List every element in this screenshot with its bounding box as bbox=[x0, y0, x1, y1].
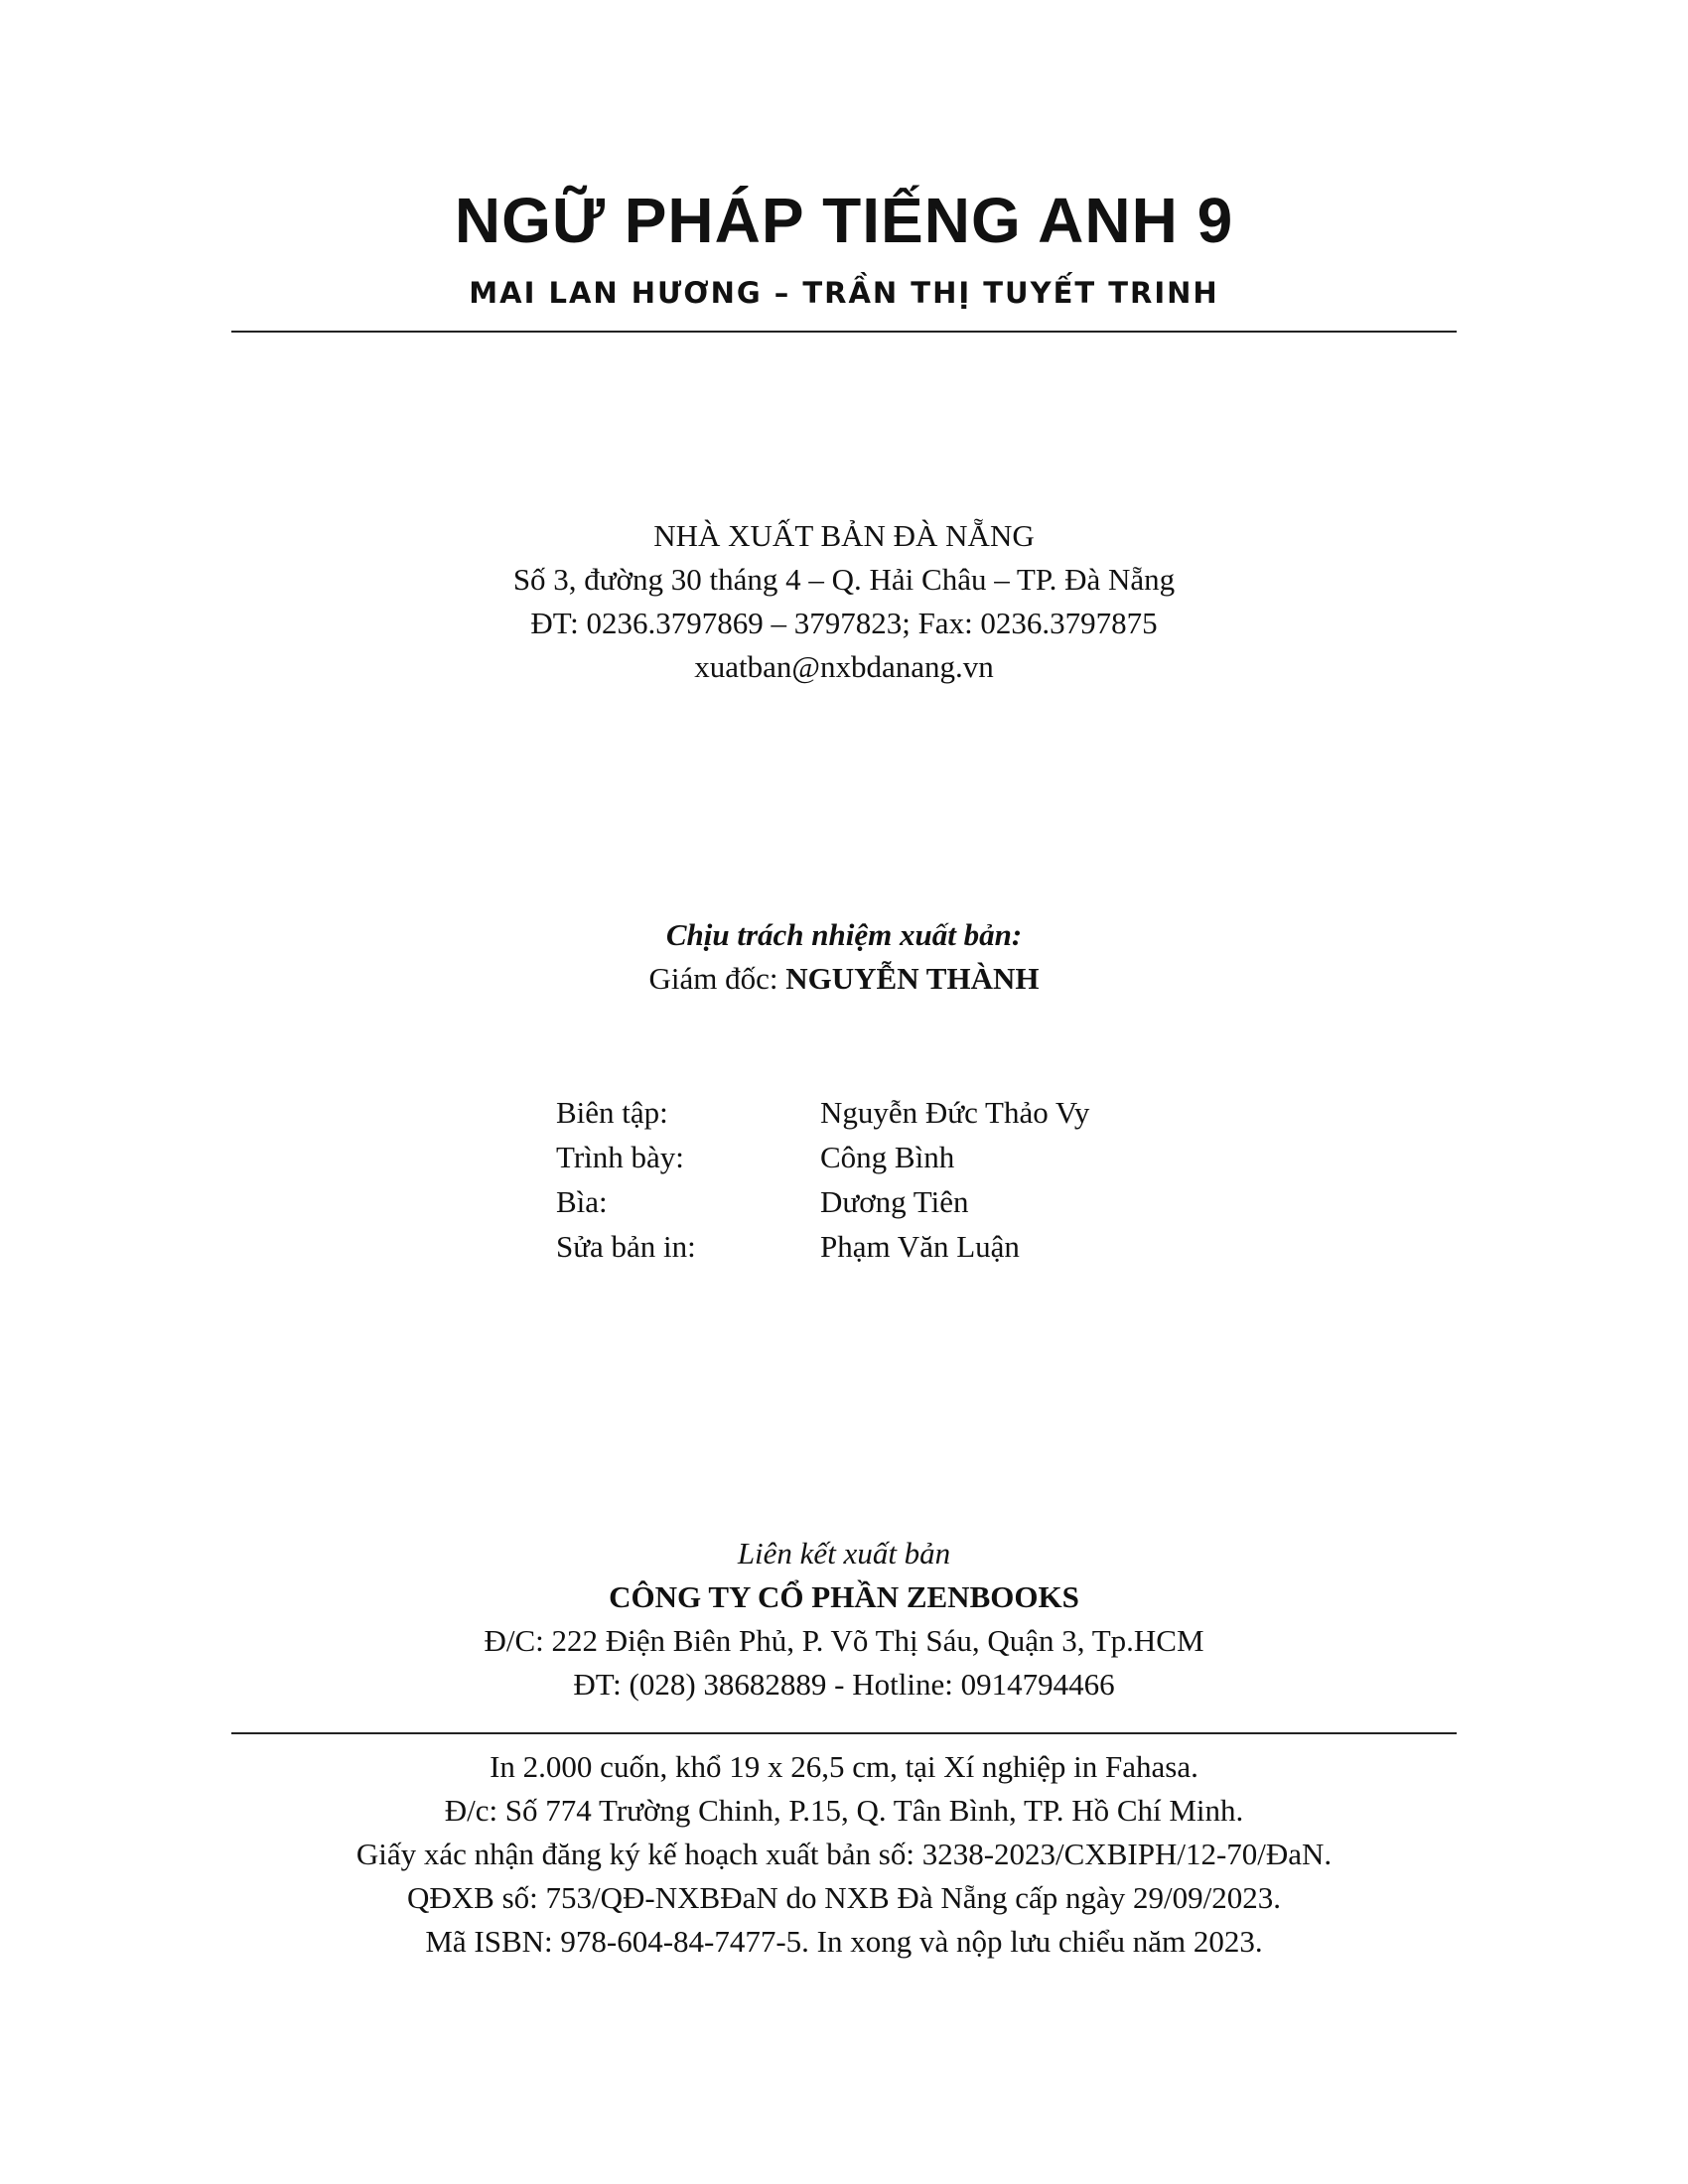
printing-line: In 2.000 cuốn, khổ 19 x 26,5 cm, tại Xí nghiệp in Fahasa. bbox=[490, 1749, 1198, 1784]
credit-role: Bìa: bbox=[556, 1184, 608, 1219]
credit-name: Công Bình bbox=[820, 1140, 955, 1174]
credits-list bbox=[556, 1090, 1251, 1269]
credit-name: Phạm Văn Luận bbox=[820, 1229, 1020, 1264]
director-label: Giám đốc: bbox=[648, 961, 786, 996]
credit-role: Biên tập: bbox=[556, 1095, 668, 1130]
partner-address: Đ/C: 222 Điện Biên Phủ, P. Võ Thị Sáu, Quận 3, Tp.HCM bbox=[484, 1623, 1204, 1658]
director-line bbox=[0, 957, 1688, 1001]
credit-row-editor bbox=[556, 1090, 1251, 1135]
responsibility-block bbox=[0, 913, 1688, 1001]
printing-line: Mã ISBN: 978-604-84-7477-5. In xong và nộp lưu chiểu năm 2023. bbox=[425, 1924, 1263, 1959]
top-divider bbox=[231, 331, 1457, 333]
responsibility-heading: Chịu trách nhiệm xuất bản: bbox=[665, 917, 1023, 952]
credit-name: Dương Tiên bbox=[820, 1184, 969, 1219]
publisher-address: Số 3, đường 30 tháng 4 – Q. Hải Châu – TP. Đà Nẵng bbox=[512, 562, 1176, 597]
book-authors: MAI LAN HƯƠNG – TRẦN THỊ TUYẾT TRINH bbox=[469, 276, 1219, 310]
publisher-info bbox=[0, 514, 1688, 689]
partner-phone: ĐT: (028) 38682889 - Hotline: 0914794466 bbox=[573, 1667, 1115, 1702]
publisher-name: NHÀ XUẤT BẢN ĐÀ NẴNG bbox=[653, 518, 1035, 553]
printing-line: QĐXB số: 753/QĐ-NXBĐaN do NXB Đà Nẵng cấp ngày 29/09/2023. bbox=[407, 1880, 1281, 1915]
director-name: NGUYỄN THÀNH bbox=[785, 961, 1040, 996]
printing-info bbox=[0, 1745, 1688, 1964]
partner-heading: Liên kết xuất bản bbox=[737, 1536, 951, 1570]
publisher-email: xuatban@nxbdanang.vn bbox=[694, 649, 994, 684]
partner-company: CÔNG TY CỔ PHẦN ZENBOOKS bbox=[609, 1579, 1079, 1614]
partner-info bbox=[0, 1532, 1688, 1706]
publisher-phone: ĐT: 0236.3797869 – 3797823; Fax: 0236.3797875 bbox=[530, 606, 1158, 640]
credit-name: Nguyễn Đức Thảo Vy bbox=[820, 1095, 1090, 1130]
credit-row-cover bbox=[556, 1179, 1251, 1224]
credit-role: Trình bày: bbox=[556, 1140, 684, 1174]
credit-row-proofreader bbox=[556, 1224, 1251, 1269]
printing-line: Đ/c: Số 774 Trường Chinh, P.15, Q. Tân Bình, TP. Hồ Chí Minh. bbox=[444, 1793, 1244, 1828]
printing-line: Giấy xác nhận đăng ký kế hoạch xuất bản số: 3238-2023/CXBIPH/12-70/ĐaN. bbox=[355, 1837, 1333, 1871]
credit-row-layout bbox=[556, 1135, 1251, 1179]
credit-role: Sửa bản in: bbox=[556, 1229, 696, 1264]
book-title: NGỮ PHÁP TIẾNG ANH 9 bbox=[454, 185, 1234, 256]
bottom-divider bbox=[231, 1732, 1457, 1734]
